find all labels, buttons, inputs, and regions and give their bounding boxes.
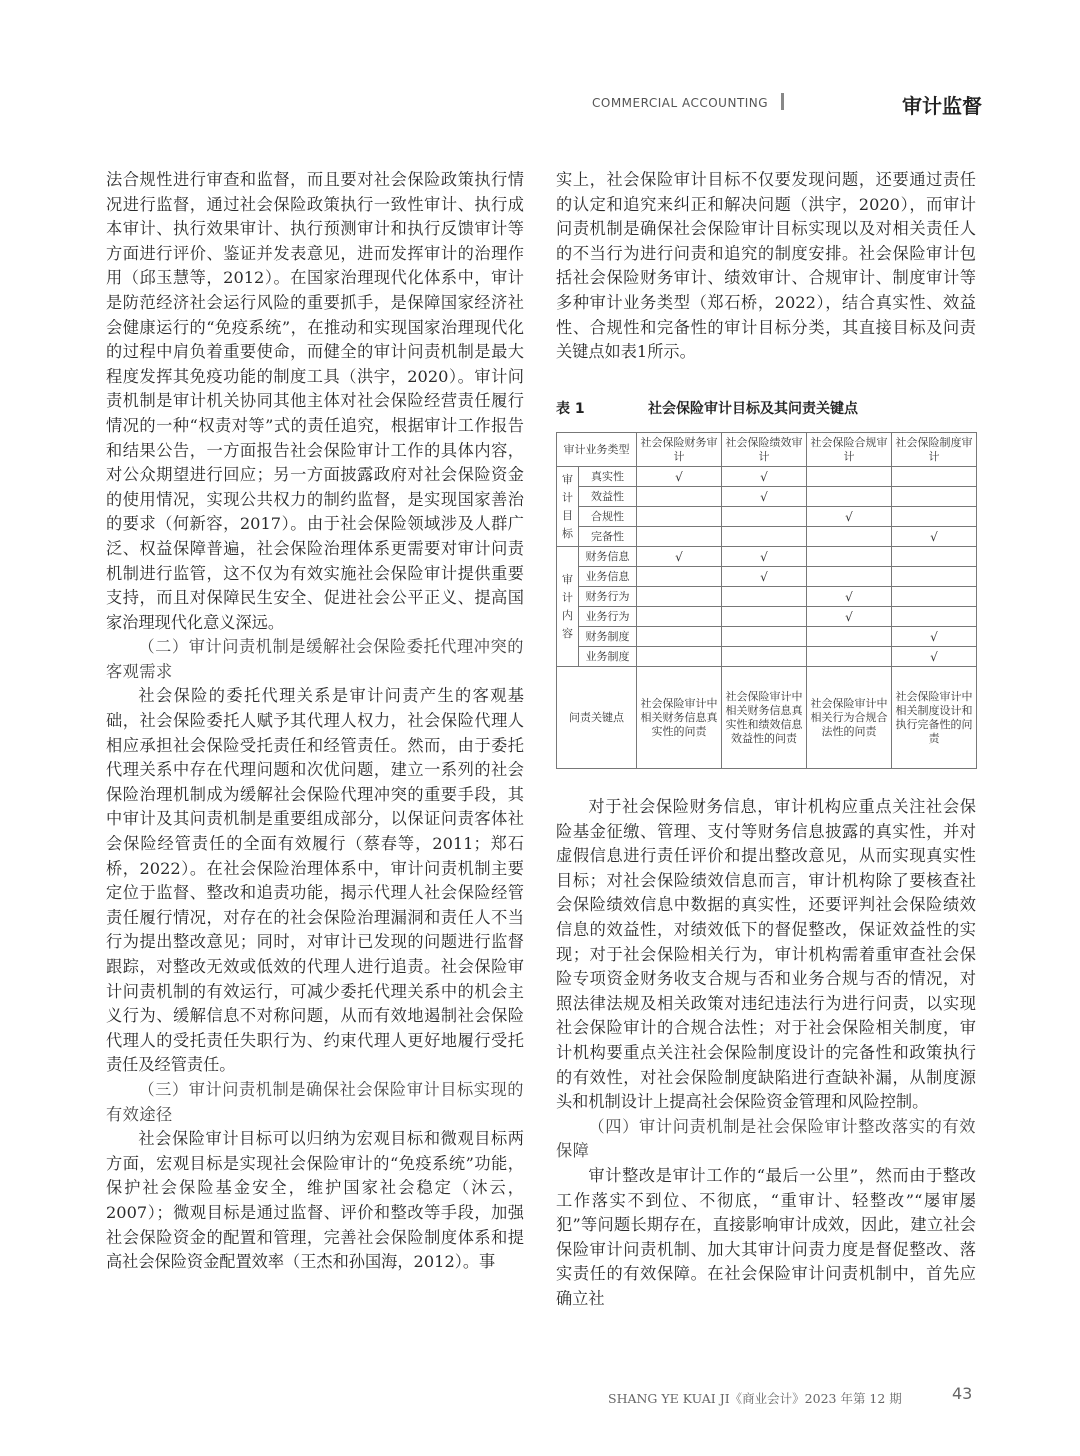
header-divider (781, 93, 784, 110)
check-mark: √ (722, 467, 807, 487)
check-mark: √ (892, 527, 977, 547)
check-mark: √ (892, 647, 977, 667)
subheading: （三）审计问责机制是确保社会保险审计目标实现的有效途径 (106, 1079, 524, 1124)
accountability-label: 问责关键点 (557, 667, 637, 769)
right-column-bottom (556, 795, 976, 1311)
paragraph: 审计整改是审计工作的“最后一公里”，然而由于整改工作落实不到位、不彻底，“重审计、轻整改”“屡审屡犯”等问题长期存在，直接影响审计成效，因此，建立社会保险审计问责机制、加大其审计问责力度是督促整改、落实责任的有效保障。在社会保险审计问责机制中，首先应确立社 (556, 1165, 976, 1308)
table-group-label: 审计目标 (557, 467, 579, 547)
table-row-label: 业务信息 (579, 567, 637, 587)
accountability-cell: 社会保险审计中相关制度设计和执行完备性的问责 (892, 667, 977, 769)
table-group-label: 审计内容 (557, 547, 579, 667)
table-row-label: 财务制度 (579, 627, 637, 647)
subheading: （四）审计问责机制是社会保险审计整改落实的有效保障 (556, 1116, 976, 1161)
table-row-label: 财务行为 (579, 587, 637, 607)
check-mark: √ (637, 467, 722, 487)
table-col-header: 社会保险财务审计 (637, 433, 722, 467)
left-column (106, 168, 524, 1275)
table-col-header: 社会保险制度审计 (892, 433, 977, 467)
journal-header-english: COMMERCIAL ACCOUNTING (592, 96, 769, 110)
table-corner: 审计业务类型 (557, 433, 637, 467)
check-mark: √ (807, 507, 892, 527)
check-mark: √ (807, 607, 892, 627)
paragraph: 社会保险的委托代理关系是审计问责产生的客观基础，社会保险委托人赋予其代理人权力，社会保险代理人相应承担社会保险受托责任和经管责任。然而，由于委托代理关系中存在代理问题和次优问题，建立一系列的社会保险治理机制成为缓解社会保险代理冲突的重要手段，其中审计及其问责机制是重要组成部分，以保证问责客体社会保险经管责任的全面有效履行（蔡春等，2011；郑石桥，2022）。在社会保险治理体系中，审计问责机制主要定位于监督、整改和追责功能，揭示代理人社会保险经管责任履行情况，对存在的社会保险治理漏洞和责任人不当行为提出整改意见；同时，对审计已发现的问题进行监督跟踪，对整改无效或低效的代理人进行追责。社会保险审计问责机制的有效运行，可减少委托代理关系中的机会主义行为、缓解信息不对称问题，从而有效地遏制社会保险代理人的受托责任失职行为、约束代理人更好地履行受托责任及经管责任。 (106, 686, 524, 1075)
accountability-cell: 社会保险审计中相关行为合规合法性的问责 (807, 667, 892, 769)
table-title: 社会保险审计目标及其问责关键点 (648, 401, 858, 417)
table-row-label: 完备性 (579, 527, 637, 547)
accountability-cell: 社会保险审计中相关财务信息真实性和绩效信息效益性的问责 (722, 667, 807, 769)
paragraph: 社会保险审计目标可以归纳为宏观目标和微观目标两方面，宏观目标是实现社会保险审计的“免疫系统”功能，保护社会保险基金安全，维护国家社会稳定（沐云，2007）；微观目标是通过监督、评价和整改等手段，加强社会保险资金的配置和管理，完善社会保险制度体系和提高社会保险资金配置效率（王杰和孙国海，2012）。事 (106, 1129, 524, 1272)
audit-objectives-table (556, 432, 977, 769)
check-mark: √ (637, 547, 722, 567)
paragraph: 实上，社会保险审计目标不仅要发现问题，还要通过责任的认定和追究来纠正和解决问题（洪宇，2020），而审计问责机制是确保社会保险审计目标实现以及对相关责任人的不当行为进行问责和追究的制度安排。社会保险审计包括社会保险财务审计、绩效审计、合规审计、制度审计等多种审计业务类型（郑石桥，2022），结合真实性、效益性、合规性和完备性的审计目标分类，其直接目标及问责关键点如表1所示。 (556, 170, 976, 362)
subheading: （二）审计问责机制是缓解社会保险委托代理冲突的客观需求 (106, 637, 524, 681)
check-mark: √ (722, 487, 807, 507)
table-row-label: 业务行为 (579, 607, 637, 627)
check-mark: √ (722, 547, 807, 567)
section-header: 审计监督 (902, 94, 982, 118)
check-mark: √ (892, 627, 977, 647)
table-row-label: 业务制度 (579, 647, 637, 667)
right-column-top (556, 168, 976, 365)
paragraph: 法合规性进行审查和监督，而且要对社会保险政策执行情况进行监督，通过社会保险政策执行一致性审计、执行成本审计、执行效果审计、执行预测审计和执行反馈审计等方面进行评价、鉴证并发表意见，进而发挥审计的治理作用（邱玉慧等，2012）。在国家治理现代化体系中，审计是防范经济社会运行风险的重要抓手，是保障国家经济社会健康运行的“免疫系统”，在推动和实现国家治理现代化的过程中肩负着重要使命，而健全的审计问责机制是最大程度发挥其免疫功能的制度工具（洪宇，2020）。审计问责机制是审计机关协同其他主体对社会保险经营责任履行情况的一种“权责对等”式的责任追究，根据审计工作报告和结果公告，一方面报告社会保险审计工作的具体内容，对公众期望进行回应；另一方面披露政府对社会保险资金的使用情况，实现公共权力的制约监督，是实现国家善治的要求（何新容，2017）。由于社会保险领域涉及人群广泛、权益保障普遍，社会保险治理体系更需要对审计问责机制进行监管，这不仅为有效实施社会保险审计提供重要支持，而且对保障民生安全、促进社会公平正义、提高国家治理现代化意义深远。 (106, 170, 524, 632)
table-row-label: 合规性 (579, 507, 637, 527)
table-row-label: 效益性 (579, 487, 637, 507)
table-col-header: 社会保险合规审计 (807, 433, 892, 467)
table-row-label: 财务信息 (579, 547, 637, 567)
accountability-cell: 社会保险审计中相关财务信息真实性的问责 (637, 667, 722, 769)
check-mark: √ (807, 587, 892, 607)
page-number: 43 (952, 1384, 973, 1403)
paragraph: 对于社会保险财务信息，审计机构应重点关注社会保险基金征缴、管理、支付等财务信息披露的真实性，并对虚假信息进行责任评价和提出整改意见，从而实现真实性目标；对社会保险绩效信息而言，审计机构除了要核查社会保险绩效信息中数据的真实性，还要评判社会保险绩效信息的效益性，对绩效低下的督促整改，保证效益性的实现；对于社会保险相关行为，审计机构需着重审查社会保险专项资金财务收支合规与否和业务合规与否的情况，对照法律法规及相关政策对违纪违法行为进行问责，以实现社会保险审计的合规合法性；对于社会保险相关制度，审计机构要重点关注社会保险制度设计的完备性和政策执行的有效性，对社会保险制度缺陷进行查缺补漏，从制度源头和机制设计上提高社会保险资金管理和风险控制。 (556, 797, 976, 1112)
journal-footer: SHANG YE KUAI JI《商业会计》2023 年第 12 期 (608, 1391, 902, 1406)
table-col-header: 社会保险绩效审计 (722, 433, 807, 467)
check-mark: √ (722, 567, 807, 587)
table-row-label: 真实性 (579, 467, 637, 487)
table-number: 表 1 (556, 401, 585, 417)
